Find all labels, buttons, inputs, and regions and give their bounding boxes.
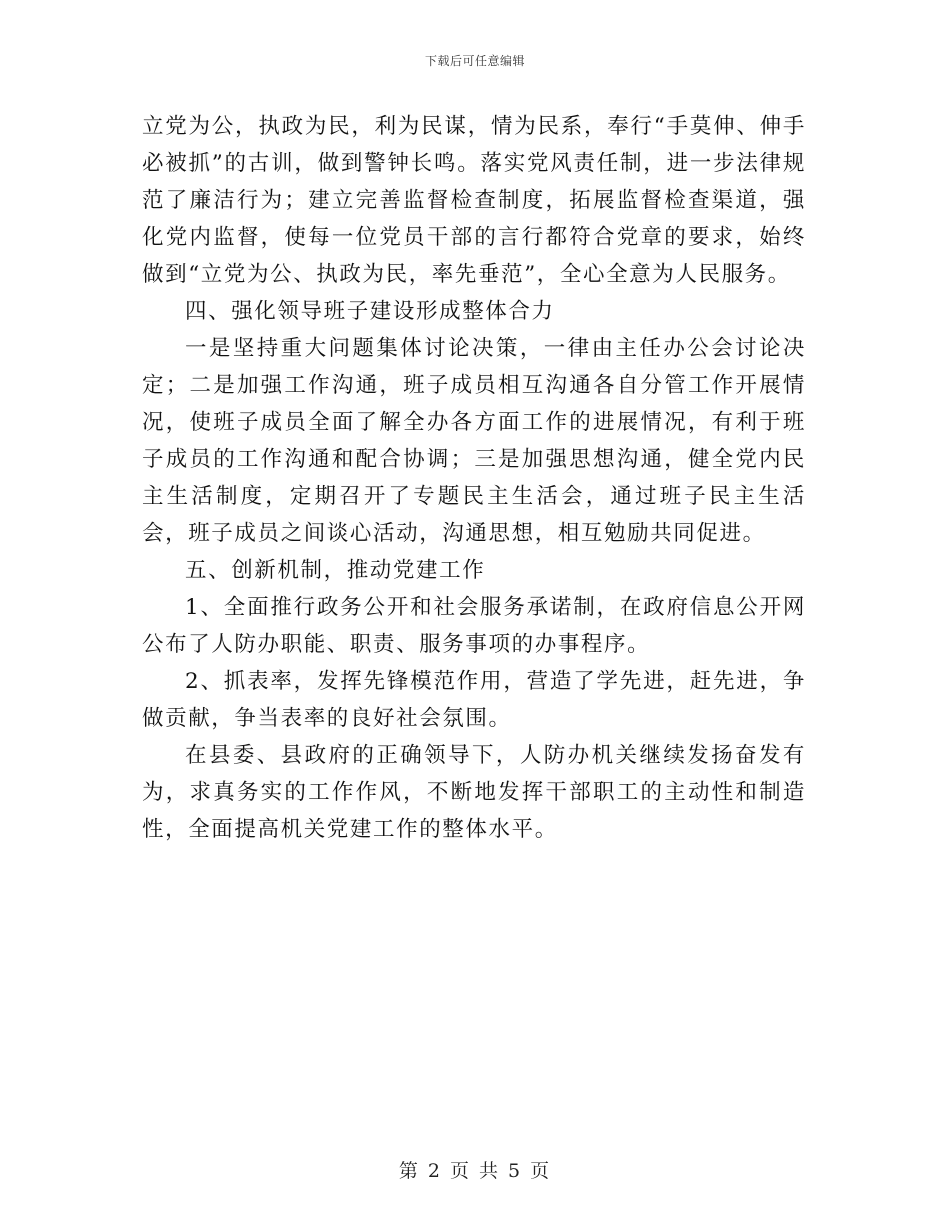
paragraph-conclusion: 在县委、县政府的正确领导下，人防办机关继续发扬奋发有为，求真务实的工作作风，不断地发挥干部职工的主动性和制造性，全面提高机关党建工作的整体水平。 [142, 743, 806, 842]
section-heading-5: 五、创新机制，推动党建工作 [185, 558, 486, 583]
page-number-footer: 第 2 页 共 5 页 [398, 1160, 552, 1182]
page-header-note: 下载后可任意编辑 [424, 54, 525, 68]
paragraph-leadership: 一是坚持重大问题集体讨论决策，一律由主任办公会讨论决定；二是加强工作沟通，班子成员相互沟通各自分管工作开展情况，使班子成员全面了解全办各方面工作的进展情况，有利于班子成员的工作沟通和配合协调；三是加强思想沟通，健全党内民主生活制度，定期召开了专题民主生活会，通过班子民主生活会，班子成员之间谈心活动，沟通思想，相互勉励共同促进。 [142, 336, 806, 546]
document-body [142, 108, 806, 848]
paragraph-item-2: 2、抓表率，发挥先锋模范作用，营造了学先进，赶先进，争做贡献，争当表率的良好社会氛围。 [142, 669, 806, 731]
paragraph-continuation: 立党为公，执政为民，利为民谋，情为民系，奉行“手莫伸、伸手必被抓”的古训，做到警钟长鸣。落实党风责任制，进一步法律规范了廉洁行为；建立完善监督检查制度，拓展监督检查渠道，强化党内监督，使每一位党员干部的言行都符合党章的要求，始终做到“立党为公、执政为民，率先垂范”，全心全意为人民服务。 [142, 114, 806, 287]
paragraph-item-1: 1、全面推行政务公开和社会服务承诺制，在政府信息公开网公布了人防办职能、职责、服务事项的办事程序。 [142, 595, 806, 657]
section-heading-4: 四、强化领导班子建设形成整体合力 [185, 299, 555, 324]
